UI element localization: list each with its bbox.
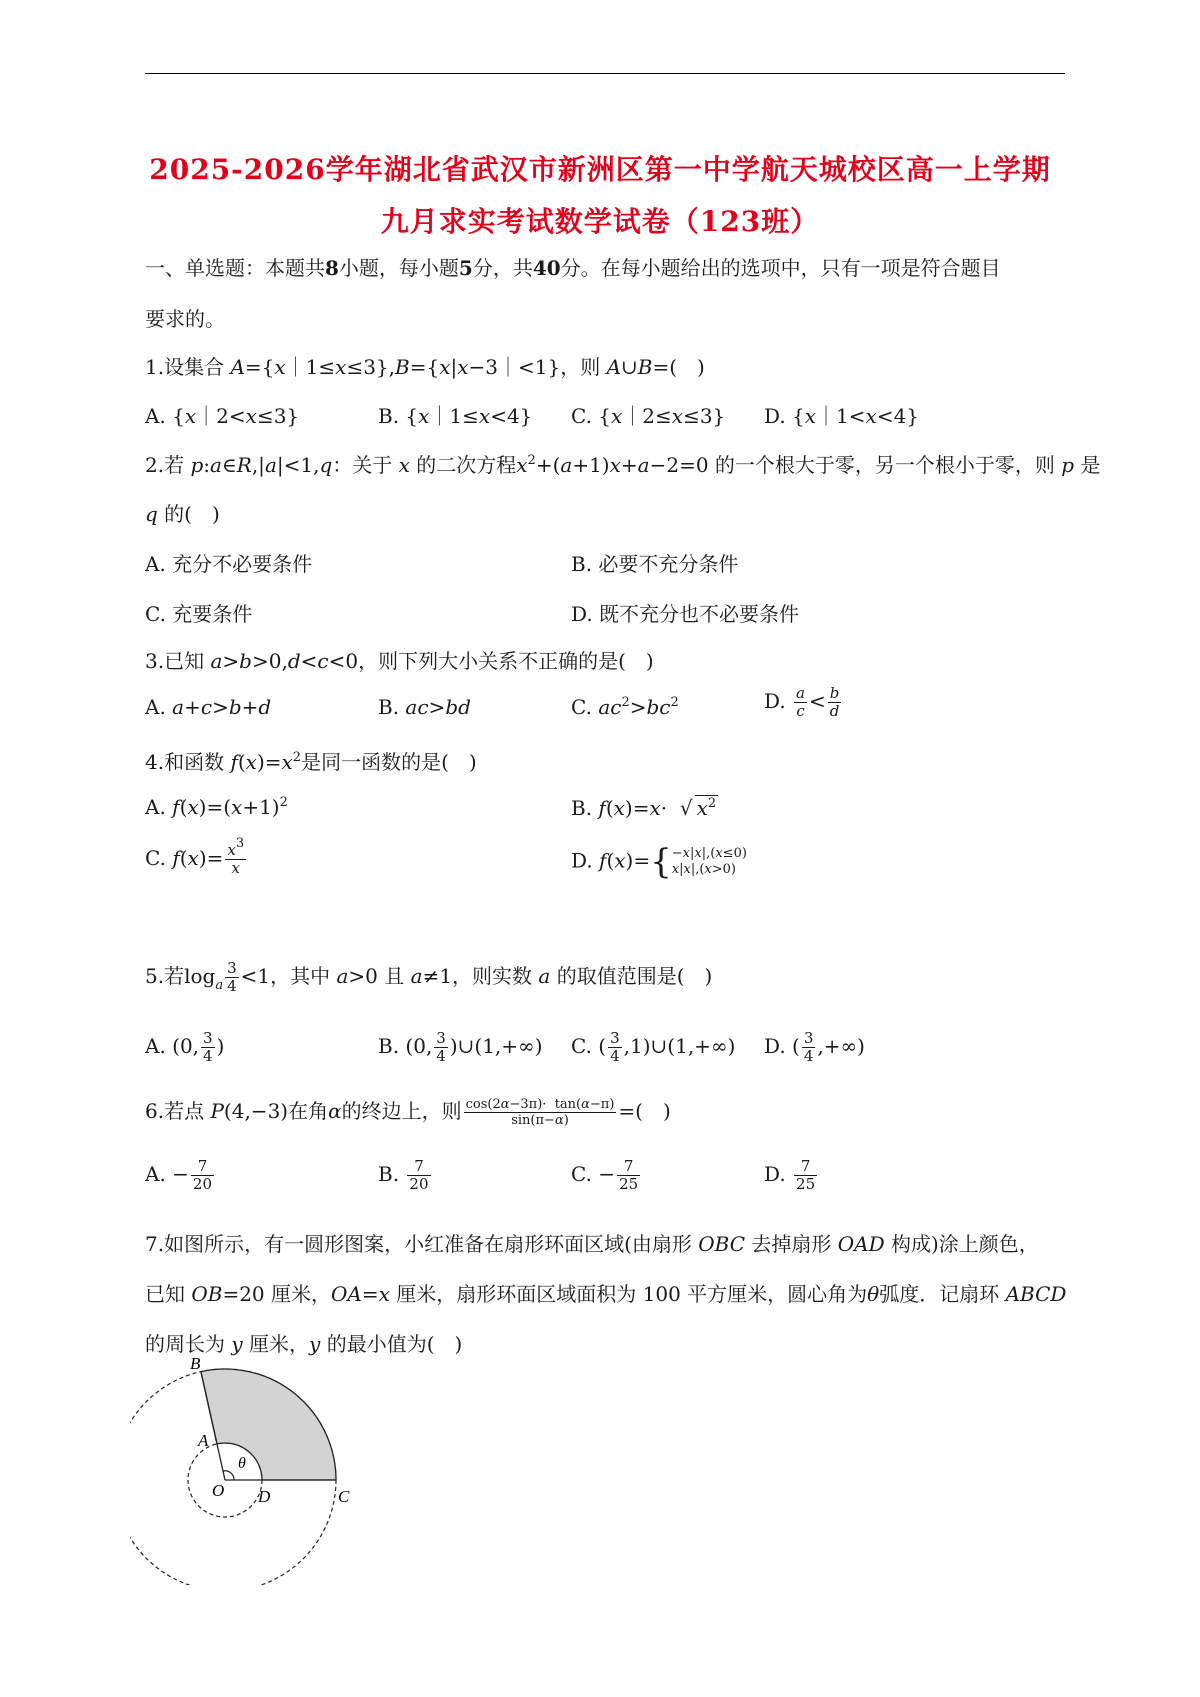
q3-option-c[interactable]: C. $ac^2>bc^2$: [571, 695, 679, 719]
question-7-stem-line2: 已知 OB=20 厘米，OA=x 厘米，扇形环面区域面积为 100 平方厘米，圆心角为θ弧度．记扇环 ABCD: [145, 1282, 1067, 1306]
question-7-stem-line1: 7.如图所示，有一圆形图案，小红准备在扇形环面区域(由扇形 OBC 去掉扇形 OAD 构成)涂上颜色，: [145, 1232, 1039, 1256]
q4-option-a[interactable]: A. $f(x)=(x+1)^2$: [145, 795, 288, 819]
label-c: C: [338, 1487, 350, 1506]
sector-ring-figure: [130, 1355, 360, 1585]
question-2-stem: 2.若 p:a∈R,|a|<1,q：关于 x 的二次方程$x^2+(a+1)x+a-2=0$ 的一个根大于零，另一个根小于零，则 p 是: [145, 453, 1101, 477]
question-5-stem: 5.若$\log_a$ $\frac{3}{4}$ <1，其中 a>0 且 a≠1，则实数 a 的取值范围是( ): [145, 959, 713, 995]
label-a: A: [198, 1431, 209, 1450]
q5-option-c[interactable]: C. ( $\frac{3}{4}$ ,1)∪(1,+∞): [571, 1029, 736, 1065]
label-d: D: [258, 1487, 271, 1506]
q4-option-b[interactable]: B. f(x)=x· √ $x^2$: [571, 796, 717, 820]
section-heading: 一、单选题：本题共8小题，每小题5分，共40分。在每小题给出的选项中，只有一项是符合题目: [145, 256, 1001, 280]
label-theta: θ: [238, 1455, 246, 1472]
label-o: O: [212, 1481, 225, 1500]
question-2-stem-line2: q 的( ): [145, 502, 220, 526]
question-7-stem-line3: 的周长为 y 厘米，y 的最小值为( ): [145, 1332, 463, 1356]
section-heading-line2: 要求的。: [145, 307, 225, 331]
q2-option-b[interactable]: B. 必要不充分条件: [571, 552, 739, 576]
q2-option-c[interactable]: C. 充要条件: [145, 602, 253, 626]
question-1-stem: 1.设集合 A={x｜1≤x≤3},B={x|x−3｜<1}，则 A∪B=( ): [145, 355, 705, 379]
label-b: B: [190, 1355, 201, 1373]
q1-option-a[interactable]: A. {x｜2<x≤3}: [145, 404, 300, 428]
q3-option-a[interactable]: A. a+c>b+d: [145, 695, 272, 719]
q6-option-b[interactable]: B. $\frac{7}{20}$: [378, 1157, 429, 1193]
q1-option-d[interactable]: D. {x｜1<x<4}: [764, 404, 920, 428]
header-rule: [145, 73, 1065, 74]
q3-option-b[interactable]: B. ac>bd: [378, 695, 471, 719]
q4-option-d[interactable]: D. f(x)={ −x|x|,(x≤0) x|x|,(x>0): [571, 842, 747, 882]
title-line-2: 九月求实考试数学试卷（123班）: [380, 205, 820, 238]
q2-option-a[interactable]: A. 充分不必要条件: [145, 552, 313, 576]
q1-option-c[interactable]: C. {x｜2≤x≤3}: [571, 404, 726, 428]
q3-option-d[interactable]: D. $\frac{a}{c}$ < $\frac{b}{d}$: [764, 684, 840, 720]
q5-option-b[interactable]: B. (0, $\frac{3}{4}$ )∪(1,+∞): [378, 1029, 543, 1065]
q1-option-b[interactable]: B. {x｜1≤x<4}: [378, 404, 533, 428]
q2-option-d[interactable]: D. 既不充分也不必要条件: [571, 602, 800, 626]
q5-option-d[interactable]: D. ( $\frac{3}{4}$ ,+∞): [764, 1029, 865, 1065]
question-4-stem: 4.和函数 $f(x)=x^2$是同一函数的是( ): [145, 750, 477, 774]
q4-option-c[interactable]: C. f(x)= $\frac{x^3}{x}$: [145, 836, 245, 877]
title-line-1: 2025-2026学年湖北省武汉市新洲区第一中学航天城校区高一上学期: [149, 153, 1051, 186]
question-3-stem: 3.已知 a>b>0,d<c<0，则下列大小关系不正确的是( ): [145, 649, 654, 673]
q6-option-a[interactable]: A. − $\frac{7}{20}$: [145, 1157, 213, 1193]
q5-option-a[interactable]: A. (0, $\frac{3}{4}$ ): [145, 1029, 225, 1065]
q6-option-d[interactable]: D. $\frac{7}{25}$: [764, 1157, 816, 1193]
question-6-stem: 6.若点 P(4,−3)在角α的终边上，则 $\frac{\cos(2\alpha-3\pi)\cdot \tan(\alpha-\pi)}{\sin(\pi-\alpha)}$ =( ): [145, 1097, 671, 1128]
q6-option-c[interactable]: C. − $\frac{7}{25}$: [571, 1157, 639, 1193]
